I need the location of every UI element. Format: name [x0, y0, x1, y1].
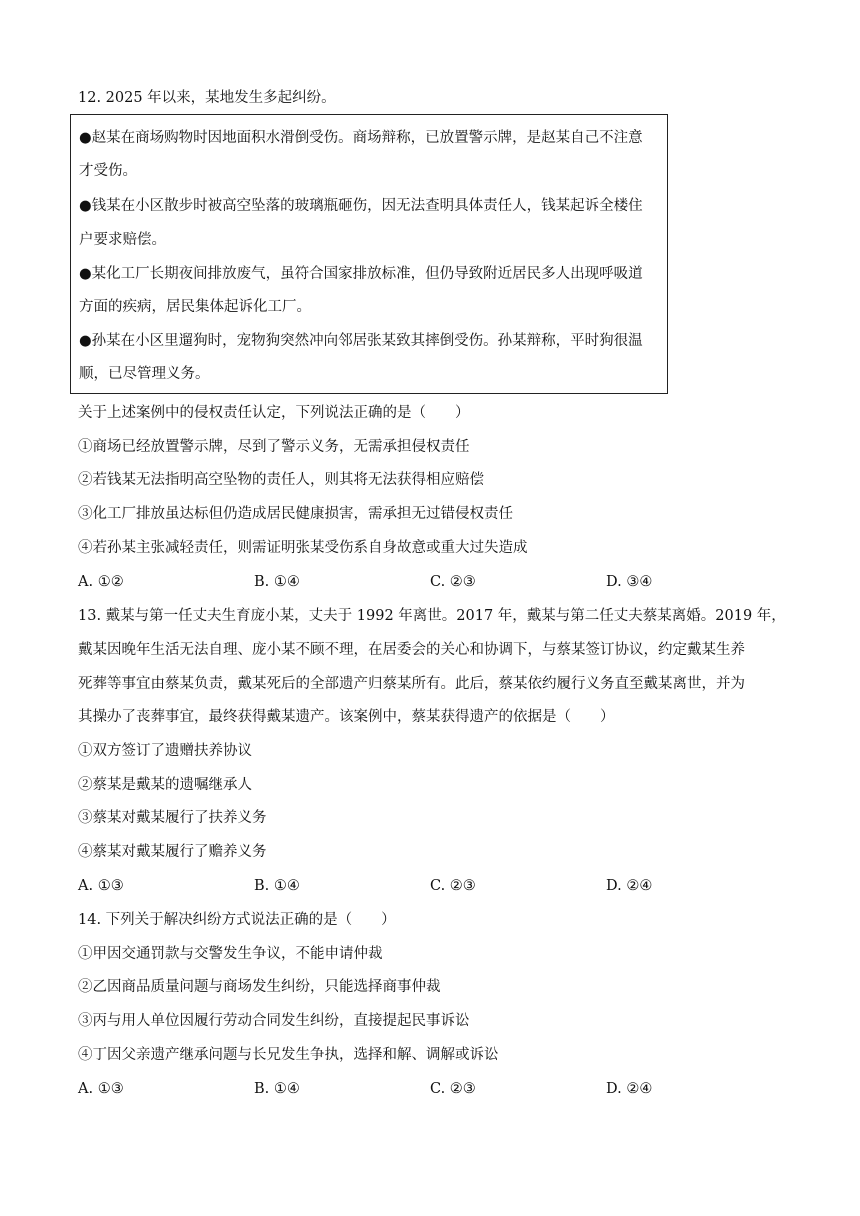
q14-stem: 14. 下列关于解决纠纷方式说法正确的是（ ）: [78, 912, 396, 928]
q12-case-line-6: 方面的疾病，居民集体起诉化工厂。: [79, 299, 311, 315]
q14-option-d: D. ②④: [606, 1081, 653, 1097]
q12-case-line-8: 顺，已尽管理义务。: [79, 366, 210, 382]
q14-statement-2: ②乙因商品质量问题与商场发生纠纷，只能选择商事仲裁: [78, 979, 441, 995]
q12-option-a: A. ①②: [78, 574, 124, 590]
q13-statement-1: ①双方签订了遗赠扶养协议: [78, 743, 252, 759]
q12-case-line-1: ●赵某在商场购物时因地面积水滑倒受伤。商场辩称，已放置警示牌，是赵某自己不注意: [79, 130, 643, 146]
q13-stem-line-1: 13. 戴某与第一任丈夫生育庞小某，丈夫于 1992 年离世。2017 年，戴某与第二任丈夫蔡某离婚。2019 年，: [78, 608, 786, 624]
q14-option-b: B. ①④: [254, 1081, 300, 1097]
q12-question: 关于上述案例中的侵权责任认定，下列说法正确的是（ ）: [78, 405, 470, 421]
q12-case-line-4: 户要求赔偿。: [79, 232, 166, 248]
q13-statement-3: ③蔡某对戴某履行了扶养义务: [78, 810, 267, 826]
q14-statement-1: ①甲因交通罚款与交警发生争议，不能申请仲裁: [78, 946, 383, 962]
q14-option-c: C. ②③: [430, 1081, 476, 1097]
q12-statement-3: ③化工厂排放虽达标但仍造成居民健康损害，需承担无过错侵权责任: [78, 506, 513, 522]
q12-option-d: D. ③④: [606, 574, 653, 590]
q13-stem-line-3: 死葬等事宜由蔡某负责，戴某死后的全部遗产归蔡某所有。此后，蔡某依约履行义务直至戴某离世，并为: [78, 676, 745, 692]
q13-stem-line-4: 其操办了丧葬事宜，最终获得戴某遗产。该案例中，蔡某获得遗产的依据是（ ）: [78, 709, 615, 725]
q13-statement-2: ②蔡某是戴某的遗嘱继承人: [78, 777, 252, 793]
q13-stem-line-2: 戴某因晚年生活无法自理、庞小某不顾不理，在居委会的关心和协调下，与蔡某签订协议，约定戴某生养: [78, 642, 745, 658]
q14-statement-4: ④丁因父亲遗产继承问题与长兄发生争执，选择和解、调解或诉讼: [78, 1047, 499, 1063]
q14-statement-3: ③丙与用人单位因履行劳动合同发生纠纷，直接提起民事诉讼: [78, 1013, 470, 1029]
q12-case-box: [70, 114, 668, 394]
q14-option-a: A. ①③: [78, 1081, 124, 1097]
q13-option-a: A. ①③: [78, 878, 124, 894]
q12-case-line-7: ●孙某在小区里遛狗时，宠物狗突然冲向邻居张某致其摔倒受伤。孙某辩称，平时狗很温: [79, 333, 643, 349]
q13-option-d: D. ②④: [606, 878, 653, 894]
q12-case-line-2: 才受伤。: [79, 163, 137, 179]
q12-case-line-5: ●某化工厂长期夜间排放废气，虽符合国家排放标准，但仍导致附近居民多人出现呼吸道: [79, 266, 643, 282]
q13-option-b: B. ①④: [254, 878, 300, 894]
q12-statement-1: ①商场已经放置警示牌，尽到了警示义务，无需承担侵权责任: [78, 439, 470, 455]
q13-option-c: C. ②③: [430, 878, 476, 894]
q12-option-c: C. ②③: [430, 574, 476, 590]
q12-statement-4: ④若孙某主张减轻责任，则需证明张某受伤系自身故意或重大过失造成: [78, 540, 528, 556]
q12-option-b: B. ①④: [254, 574, 300, 590]
q13-statement-4: ④蔡某对戴某履行了赡养义务: [78, 844, 267, 860]
q12-case-line-3: ●钱某在小区散步时被高空坠落的玻璃瓶砸伤，因无法查明具体责任人，钱某起诉全楼住: [79, 198, 643, 214]
q12-statement-2: ②若钱某无法指明高空坠物的责任人，则其将无法获得相应赔偿: [78, 472, 484, 488]
q12-stem: 12. 2025 年以来，某地发生多起纠纷。: [78, 90, 336, 106]
